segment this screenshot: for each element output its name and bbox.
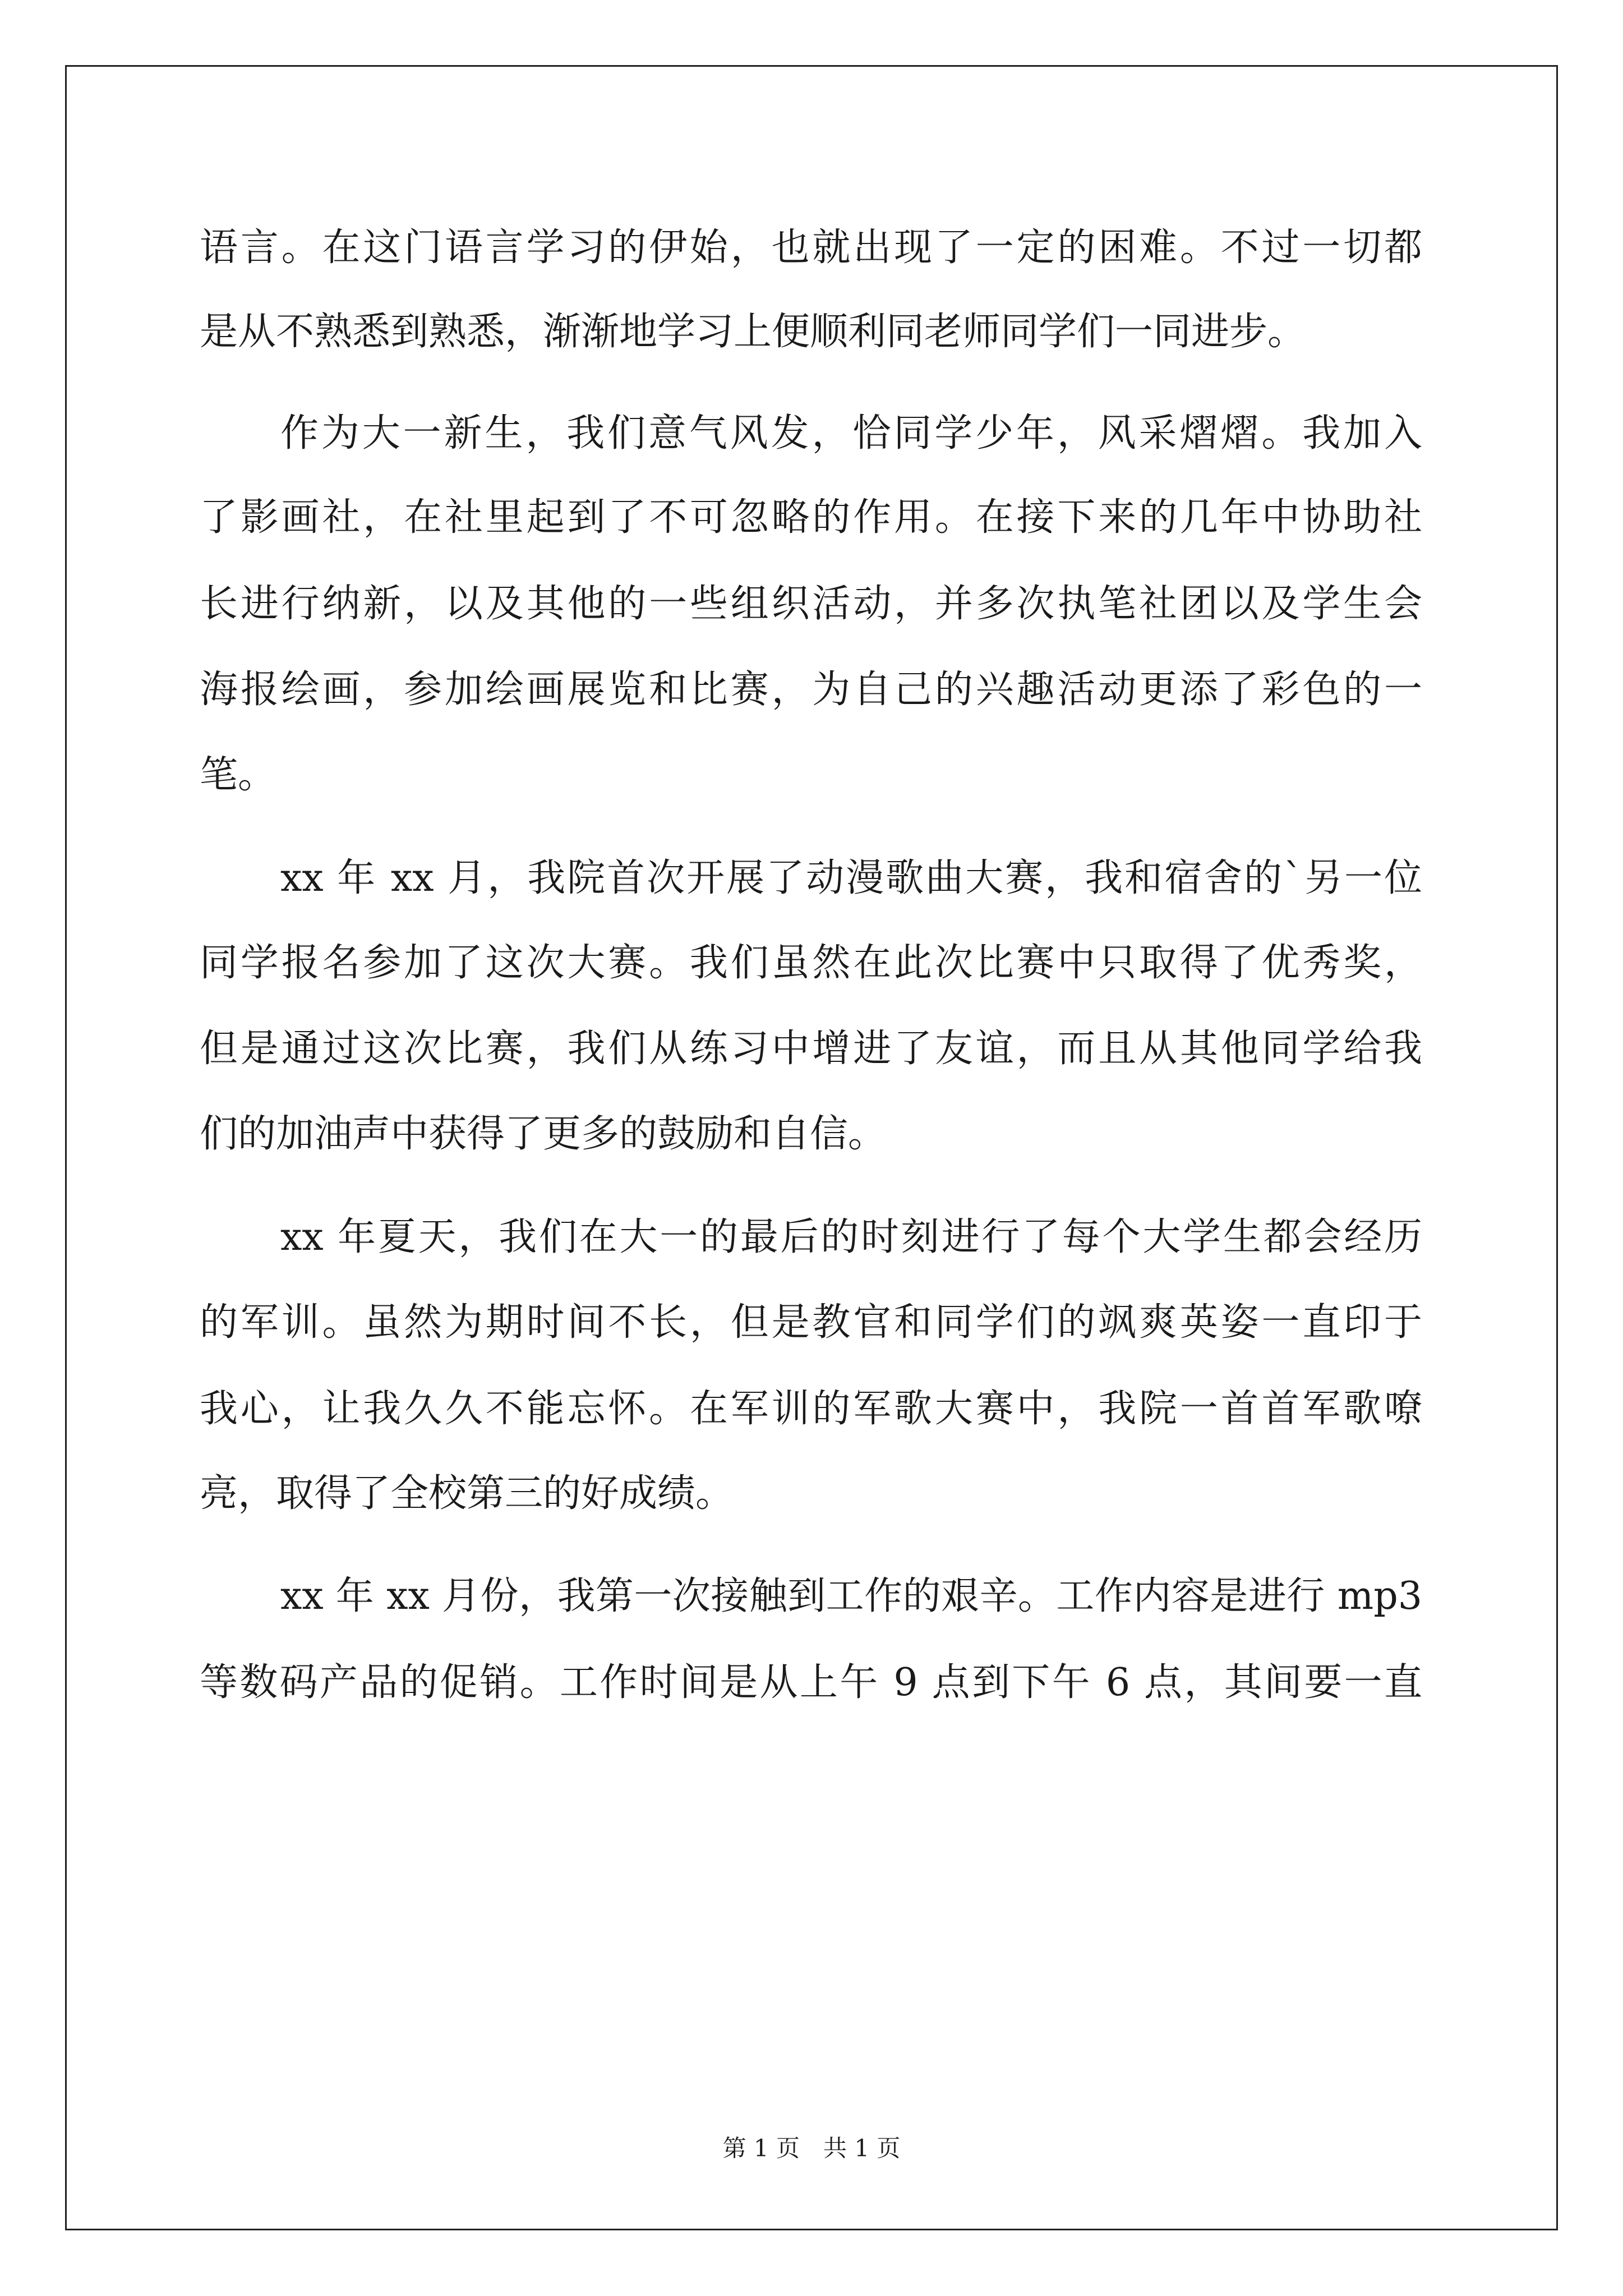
body-text-line: 语言。在这门语言学习的伊始，也就出现了一定的困难。不过一切都 xyxy=(200,226,1422,270)
body-text-line: xx 年夏天，我们在大一的最后的时刻进行了每个大学生都会经历 xyxy=(280,1215,1422,1259)
body-text-line: 但是通过这次比赛，我们从练习中增进了友谊，而且从其他同学给我 xyxy=(200,1027,1422,1071)
body-text-line: 是从不熟悉到熟悉，渐渐地学习上便顺利同老师同学们一同进步。 xyxy=(200,310,1306,354)
page-number-footer: 第 1 页 共 1 页 xyxy=(722,2134,901,2162)
body-text-line: 亮，取得了全校第三的好成绩。 xyxy=(200,1471,734,1516)
body-text-line: xx 年 xx 月份，我第一次接触到工作的艰辛。工作内容是进行 mp3 xyxy=(280,1574,1422,1618)
body-text-line: 同学报名参加了这次大赛。我们虽然在此次比赛中只取得了优秀奖， xyxy=(200,941,1422,985)
body-text-line: 长进行纳新，以及其他的一些组织活动，并多次执笔社团以及学生会 xyxy=(200,582,1422,626)
body-text-line: 我心，让我久久不能忘怀。在军训的军歌大赛中，我院一首首军歌嘹 xyxy=(200,1387,1422,1431)
body-text-line: 们的加油声中获得了更多的鼓励和自信。 xyxy=(200,1112,887,1156)
body-text-line: 笔。 xyxy=(200,753,276,797)
body-text-line: 等数码产品的促销。工作时间是从上午 9 点到下午 6 点，其间要一直 xyxy=(200,1660,1422,1705)
body-text-line: 海报绘画，参加绘画展览和比赛，为自己的兴趣活动更添了彩色的一 xyxy=(200,668,1422,712)
body-text-line: 的军训。虽然为期时间不长，但是教官和同学们的飒爽英姿一直印于 xyxy=(200,1300,1422,1345)
body-text-line: xx 年 xx 月，我院首次开展了动漫歌曲大赛，我和宿舍的`另一位 xyxy=(280,856,1422,900)
body-text-line: 作为大一新生，我们意气风发，恰同学少年，风采熠熠。我加入 xyxy=(280,411,1422,455)
body-text-line: 了影画社，在社里起到了不可忽略的作用。在接下来的几年中协助社 xyxy=(200,495,1422,540)
